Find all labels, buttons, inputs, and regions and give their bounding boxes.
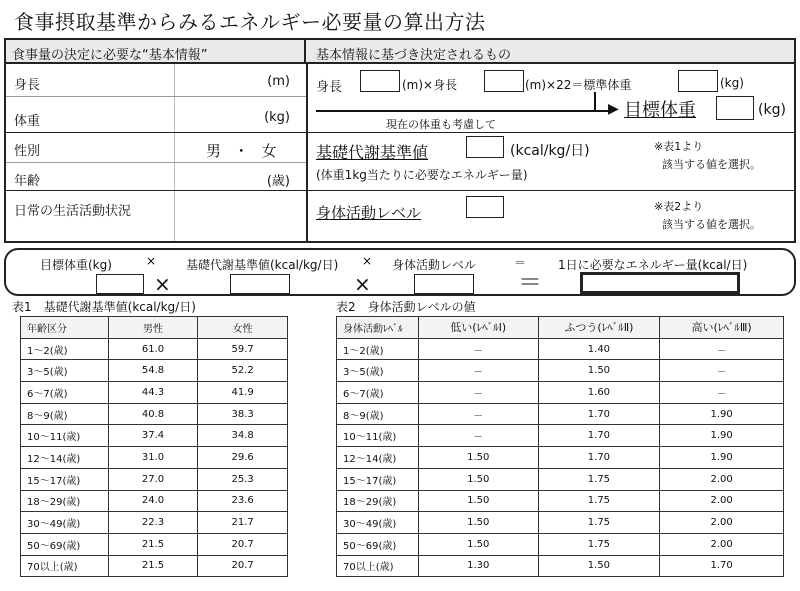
formula-term-weight: 目標体重(kg) — [40, 258, 112, 272]
weight-label: 体重 — [14, 114, 41, 129]
age-label: 年齢 — [14, 174, 41, 189]
female-value-cell: 23.6 — [198, 490, 288, 512]
male-value-cell: 21.5 — [108, 533, 198, 555]
female-value-cell: 41.9 — [198, 382, 288, 404]
t2-header-low: 低い(ﾚﾍﾞﾙⅠ) — [418, 317, 538, 339]
age-cell: 12～14(歳) — [337, 447, 419, 469]
table-row — [337, 403, 784, 425]
table1-ref-2: 該当する値を選択。 — [662, 158, 761, 171]
table-row — [337, 512, 784, 534]
t2-header-level: 身体活動ﾚﾍﾞﾙ — [337, 317, 419, 339]
formula-weight-box[interactable] — [96, 274, 144, 294]
t2-header-high: 高い(ﾚﾍﾞﾙⅢ) — [660, 317, 784, 339]
low-level-cell: 1.50 — [418, 468, 538, 490]
formula-times-icon-1: × — [154, 272, 171, 296]
activity-label: 日常の生活活動状況 — [14, 204, 132, 219]
formula-times-1: × — [146, 254, 157, 268]
male-value-cell: 21.5 — [108, 555, 198, 577]
table-row — [21, 403, 288, 425]
male-value-cell: 24.0 — [108, 490, 198, 512]
low-level-cell: － — [418, 382, 538, 404]
pal-label: 身体活動レベル — [316, 204, 422, 222]
low-level-cell: － — [418, 425, 538, 447]
low-level-cell: 1.30 — [418, 555, 538, 577]
age-cell: 30～49(歳) — [21, 512, 109, 534]
normal-level-cell: 1.75 — [538, 512, 660, 534]
standard-weight-box[interactable] — [678, 70, 718, 92]
female-value-cell: 59.7 — [198, 338, 288, 360]
high-level-cell: 2.00 — [660, 490, 784, 512]
formula-result-label: 1日に必要なエネルギー量(kcal/日) — [558, 258, 748, 272]
high-level-cell: 1.90 — [660, 425, 784, 447]
table-row — [337, 360, 784, 382]
table-row — [21, 360, 288, 382]
table-row — [21, 468, 288, 490]
table-row — [21, 425, 288, 447]
female-value-cell: 29.6 — [198, 447, 288, 469]
age-cell: 10～11(歳) — [21, 425, 109, 447]
age-cell: 8～9(歳) — [21, 403, 109, 425]
male-value-cell: 44.3 — [108, 382, 198, 404]
table-row — [21, 533, 288, 555]
low-level-cell: 1.50 — [418, 512, 538, 534]
right-header: 基本情報に基づき決定されるもの — [316, 48, 512, 63]
formula-equals-icon: ＝ — [518, 268, 542, 296]
formula-equals: ＝ — [514, 256, 527, 270]
target-weight-box[interactable] — [716, 96, 754, 120]
formula-times-2: × — [362, 254, 373, 268]
high-level-cell: 2.00 — [660, 533, 784, 555]
target-weight-text: 目標体重 — [624, 100, 696, 121]
table1-caption: 表1 基礎代謝基準値(kcal/kg/日) — [12, 300, 196, 314]
table-row — [337, 468, 784, 490]
normal-level-cell: 1.50 — [538, 360, 660, 382]
high-level-cell: － — [660, 360, 784, 382]
table-row — [337, 533, 784, 555]
age-cell: 8～9(歳) — [337, 403, 419, 425]
age-cell: 50～69(歳) — [337, 533, 419, 555]
left-header: 食事量の決定に必要な“基本情報” — [6, 40, 306, 64]
low-level-cell: － — [418, 403, 538, 425]
normal-level-cell: 1.60 — [538, 382, 660, 404]
low-level-cell: － — [418, 360, 538, 382]
formula-bar — [4, 248, 796, 296]
consider-note: 現在の体重も考慮して — [386, 118, 496, 131]
formula-term-bmr: 基礎代謝基準値(kcal/kg/日) — [186, 258, 339, 272]
normal-level-cell: 1.40 — [538, 338, 660, 360]
table-row — [337, 382, 784, 404]
kg-unit-2: (kg) — [758, 102, 786, 118]
table-row — [337, 338, 784, 360]
formula-times-icon-2: × — [354, 272, 371, 296]
male-value-cell: 31.0 — [108, 447, 198, 469]
table-row — [337, 490, 784, 512]
table2-ref-1: ※表2より — [654, 200, 704, 213]
normal-level-cell: 1.75 — [538, 468, 660, 490]
age-cell: 30～49(歳) — [337, 512, 419, 534]
kg-unit-1: (kg) — [720, 76, 744, 90]
age-unit: (歳) — [266, 174, 290, 189]
formula-term-pal: 身体活動レベル — [392, 258, 477, 272]
times22-text: (m)×22＝標準体重 — [525, 78, 632, 92]
normal-level-cell: 1.70 — [538, 425, 660, 447]
low-level-cell: 1.50 — [418, 490, 538, 512]
male-value-cell: 37.4 — [108, 425, 198, 447]
formula-result-box[interactable] — [580, 272, 740, 294]
female-value-cell: 38.3 — [198, 403, 288, 425]
table-row — [21, 447, 288, 469]
table-row — [21, 338, 288, 360]
bmr-note: (体重1kg当たりに必要なエネルギー量) — [316, 168, 528, 182]
male-value-cell: 27.0 — [108, 468, 198, 490]
male-value-cell: 40.8 — [108, 403, 198, 425]
high-level-cell: 1.90 — [660, 403, 784, 425]
age-cell: 15～17(歳) — [21, 468, 109, 490]
high-level-cell: 2.00 — [660, 512, 784, 534]
high-level-cell: 1.70 — [660, 555, 784, 577]
t1-header-age: 年齢区分 — [21, 317, 109, 339]
sex-label: 性別 — [14, 144, 41, 159]
sex-options[interactable]: 男 ・ 女 — [206, 142, 281, 160]
female-value-cell: 34.8 — [198, 425, 288, 447]
age-cell: 70以上(歳) — [21, 555, 109, 577]
height-unit: (m) — [267, 74, 290, 89]
bmr-unit: (kcal/kg/日) — [510, 143, 590, 159]
table-row — [337, 425, 784, 447]
table-row — [21, 512, 288, 534]
male-value-cell: 54.8 — [108, 360, 198, 382]
high-level-cell: － — [660, 338, 784, 360]
t2-header-normal: ふつう(ﾚﾍﾞﾙⅡ) — [538, 317, 660, 339]
table-row — [21, 382, 288, 404]
age-cell: 10～11(歳) — [337, 425, 419, 447]
height-input-box-2[interactable] — [484, 70, 524, 92]
height-input-box[interactable] — [360, 70, 400, 92]
high-level-cell: 1.90 — [660, 447, 784, 469]
male-value-cell: 61.0 — [108, 338, 198, 360]
t1-header-female: 女性 — [198, 317, 288, 339]
female-value-cell: 21.7 — [198, 512, 288, 534]
table-row — [337, 555, 784, 577]
pal-table — [336, 316, 784, 577]
table-row — [337, 447, 784, 469]
page-title: 食事摂取基準からみるエネルギー必要量の算出方法 — [14, 10, 486, 34]
low-level-cell: － — [418, 338, 538, 360]
bmr-label: 基礎代謝基準値 — [316, 143, 429, 162]
male-value-cell: 22.3 — [108, 512, 198, 534]
table-row — [21, 490, 288, 512]
age-cell: 1～2(歳) — [21, 338, 109, 360]
age-cell: 15～17(歳) — [337, 468, 419, 490]
normal-level-cell: 1.70 — [538, 403, 660, 425]
height-text: 身長 — [316, 80, 343, 95]
age-cell: 18～29(歳) — [337, 490, 419, 512]
age-cell: 6～7(歳) — [21, 382, 109, 404]
female-value-cell: 20.7 — [198, 533, 288, 555]
female-value-cell: 52.2 — [198, 360, 288, 382]
t1-header-male: 男性 — [108, 317, 198, 339]
high-level-cell: 2.00 — [660, 468, 784, 490]
age-cell: 18～29(歳) — [21, 490, 109, 512]
formula-pal-box[interactable] — [414, 274, 474, 294]
table1-ref-1: ※表1より — [654, 140, 704, 153]
age-cell: 3～5(歳) — [337, 360, 419, 382]
age-cell: 12～14(歳) — [21, 447, 109, 469]
table2-ref-2: 該当する値を選択。 — [662, 218, 761, 231]
age-cell: 1～2(歳) — [337, 338, 419, 360]
normal-level-cell: 1.50 — [538, 555, 660, 577]
age-cell: 70以上(歳) — [337, 555, 419, 577]
arrow-line — [316, 110, 614, 112]
formula-bmr-box[interactable] — [230, 274, 290, 294]
normal-level-cell: 1.75 — [538, 490, 660, 512]
table-row — [21, 555, 288, 577]
age-cell: 50～69(歳) — [21, 533, 109, 555]
female-value-cell: 20.7 — [198, 555, 288, 577]
pal-input-box[interactable] — [466, 196, 504, 218]
bmr-table — [20, 316, 288, 577]
low-level-cell: 1.50 — [418, 533, 538, 555]
bmr-input-box[interactable] — [466, 136, 504, 158]
height-label: 身長 — [14, 78, 41, 93]
m-times-height: (m)×身長 — [402, 78, 458, 92]
high-level-cell: － — [660, 382, 784, 404]
arrow-head-icon: ▶ — [608, 101, 619, 117]
normal-level-cell: 1.70 — [538, 447, 660, 469]
female-value-cell: 25.3 — [198, 468, 288, 490]
table2-caption: 表2 身体活動レベルの値 — [336, 300, 476, 314]
basic-info-table — [4, 38, 796, 243]
age-cell: 3～5(歳) — [21, 360, 109, 382]
normal-level-cell: 1.75 — [538, 533, 660, 555]
weight-unit: (kg) — [264, 110, 290, 125]
age-cell: 6～7(歳) — [337, 382, 419, 404]
low-level-cell: 1.50 — [418, 447, 538, 469]
